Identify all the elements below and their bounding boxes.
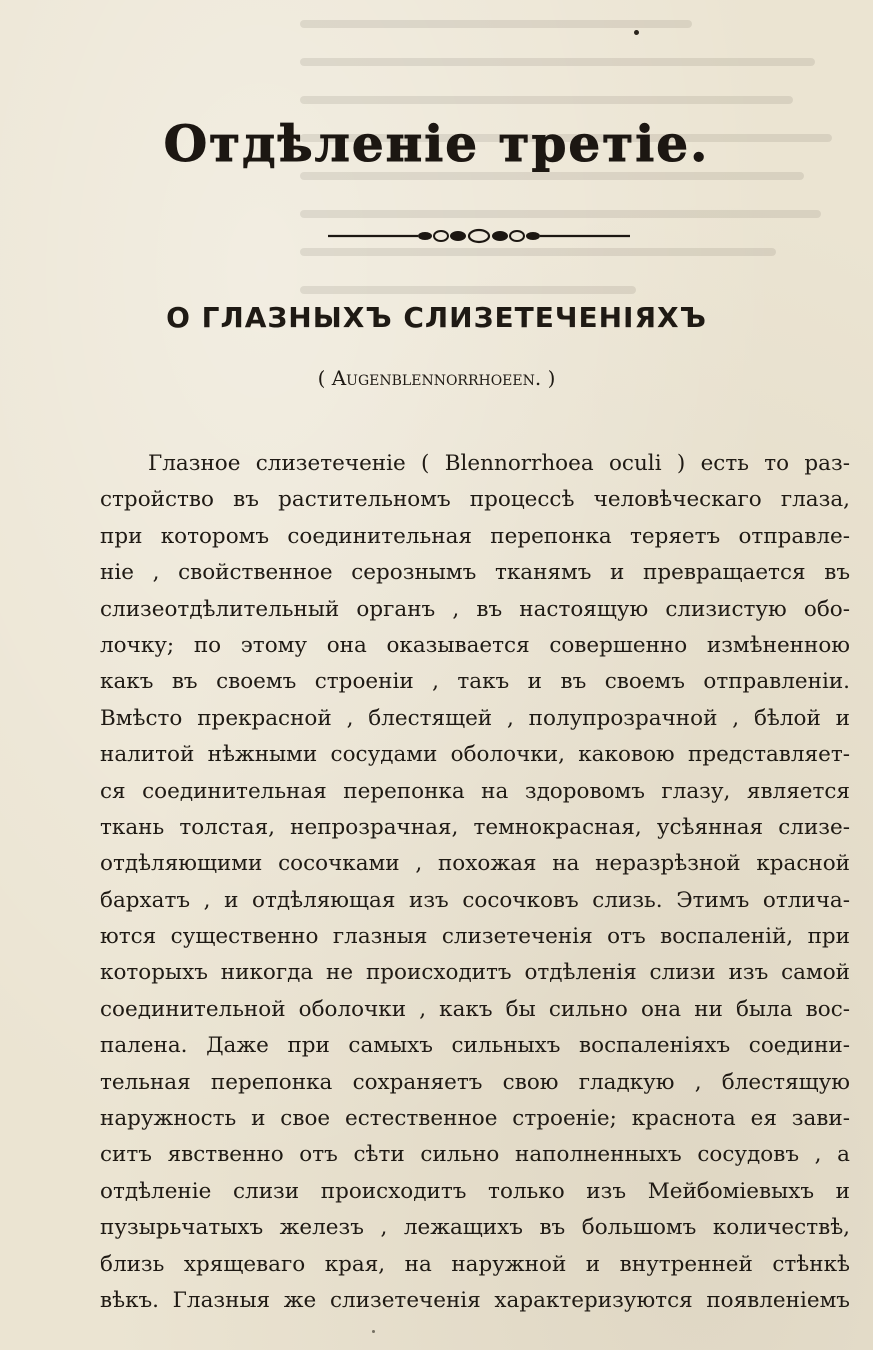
text-line: ткань толстая, непрозрачная, темнокрасная, усѣянная слизе- xyxy=(100,814,850,840)
section-title: Отдѣленіе третіе. xyxy=(163,114,710,173)
text-line: ніе , свойственное серознымъ тканямъ и превращается въ xyxy=(100,560,850,586)
text-line: вѣкъ. Глазныя же слизетеченія характеризуются появленіемъ xyxy=(100,1287,850,1313)
text-line: тельная перепонка сохраняетъ свою гладкую , блестящую xyxy=(100,1069,850,1095)
text-line: соединительной оболочки , какъ бы сильно она ни была вос- xyxy=(100,996,850,1022)
text-line: слизеотдѣлительный органъ , въ настоящую слизистую обо- xyxy=(100,596,850,622)
text-line: при которомъ соединительная перепонка теряетъ отправле- xyxy=(100,523,850,549)
text-line: которыхъ никогда не происходитъ отдѣленія слизи изъ самой xyxy=(100,960,850,986)
text-line: бархатъ , и отдѣляющая изъ сосочковъ слизь. Этимъ отлича- xyxy=(100,887,850,913)
text-line: ются существенно глазныя слизетеченія отъ воспаленій, при xyxy=(100,924,850,950)
text-line: какъ въ своемъ строеніи , такъ и въ своемъ отправленіи. xyxy=(100,669,850,695)
chapter-heading: О ГЛАЗНЫХЪ СЛИЗЕТЕЧЕНІЯХЪ xyxy=(166,301,707,334)
text-line: палена. Даже при самыхъ сильныхъ воспаленіяхъ соедини- xyxy=(100,1033,850,1059)
text-line: Вмѣсто прекрасной , блестящей , полупрозрачной , бѣлой и xyxy=(100,705,850,731)
chapter-subheading: ( Augenblennorrhoeen. ) xyxy=(317,366,556,390)
ornament-divider xyxy=(328,226,630,246)
text-line: ся соединительная перепонка на здоровомъ глазу, является xyxy=(100,778,850,804)
text-line: близь хрящеваго края, на наружной и внутренней стѣнкѣ xyxy=(100,1251,850,1277)
text-line: ситъ явственно отъ сѣти сильно наполненныхъ сосудовъ , а xyxy=(100,1142,850,1168)
text-line: наружность и свое естественное строеніе; краснота ея зави- xyxy=(100,1106,850,1132)
text-line: пузырьчатыхъ железъ , лежащихъ въ большомъ количествѣ, xyxy=(100,1215,850,1241)
text-line: Глазное слизетеченіе ( Blennorrhoea oculi ) есть то раз- xyxy=(148,451,850,476)
text-line: стройство въ растительномъ процессѣ человѣческаго глаза, xyxy=(100,487,850,513)
ink-speck xyxy=(372,1330,375,1333)
ink-speck xyxy=(634,30,639,35)
body-text xyxy=(100,446,850,1319)
text-line: отдѣленіе слизи происходитъ только изъ Мейбоміевыхъ и xyxy=(100,1178,850,1204)
text-line: налитой нѣжными сосудами оболочки, каковою представляет- xyxy=(100,742,850,768)
text-line: отдѣляющими сосочками , похожая на неразрѣзной красной xyxy=(100,851,850,877)
text-line: лочку; по этому она оказывается совершенно измѣненною xyxy=(100,632,850,658)
